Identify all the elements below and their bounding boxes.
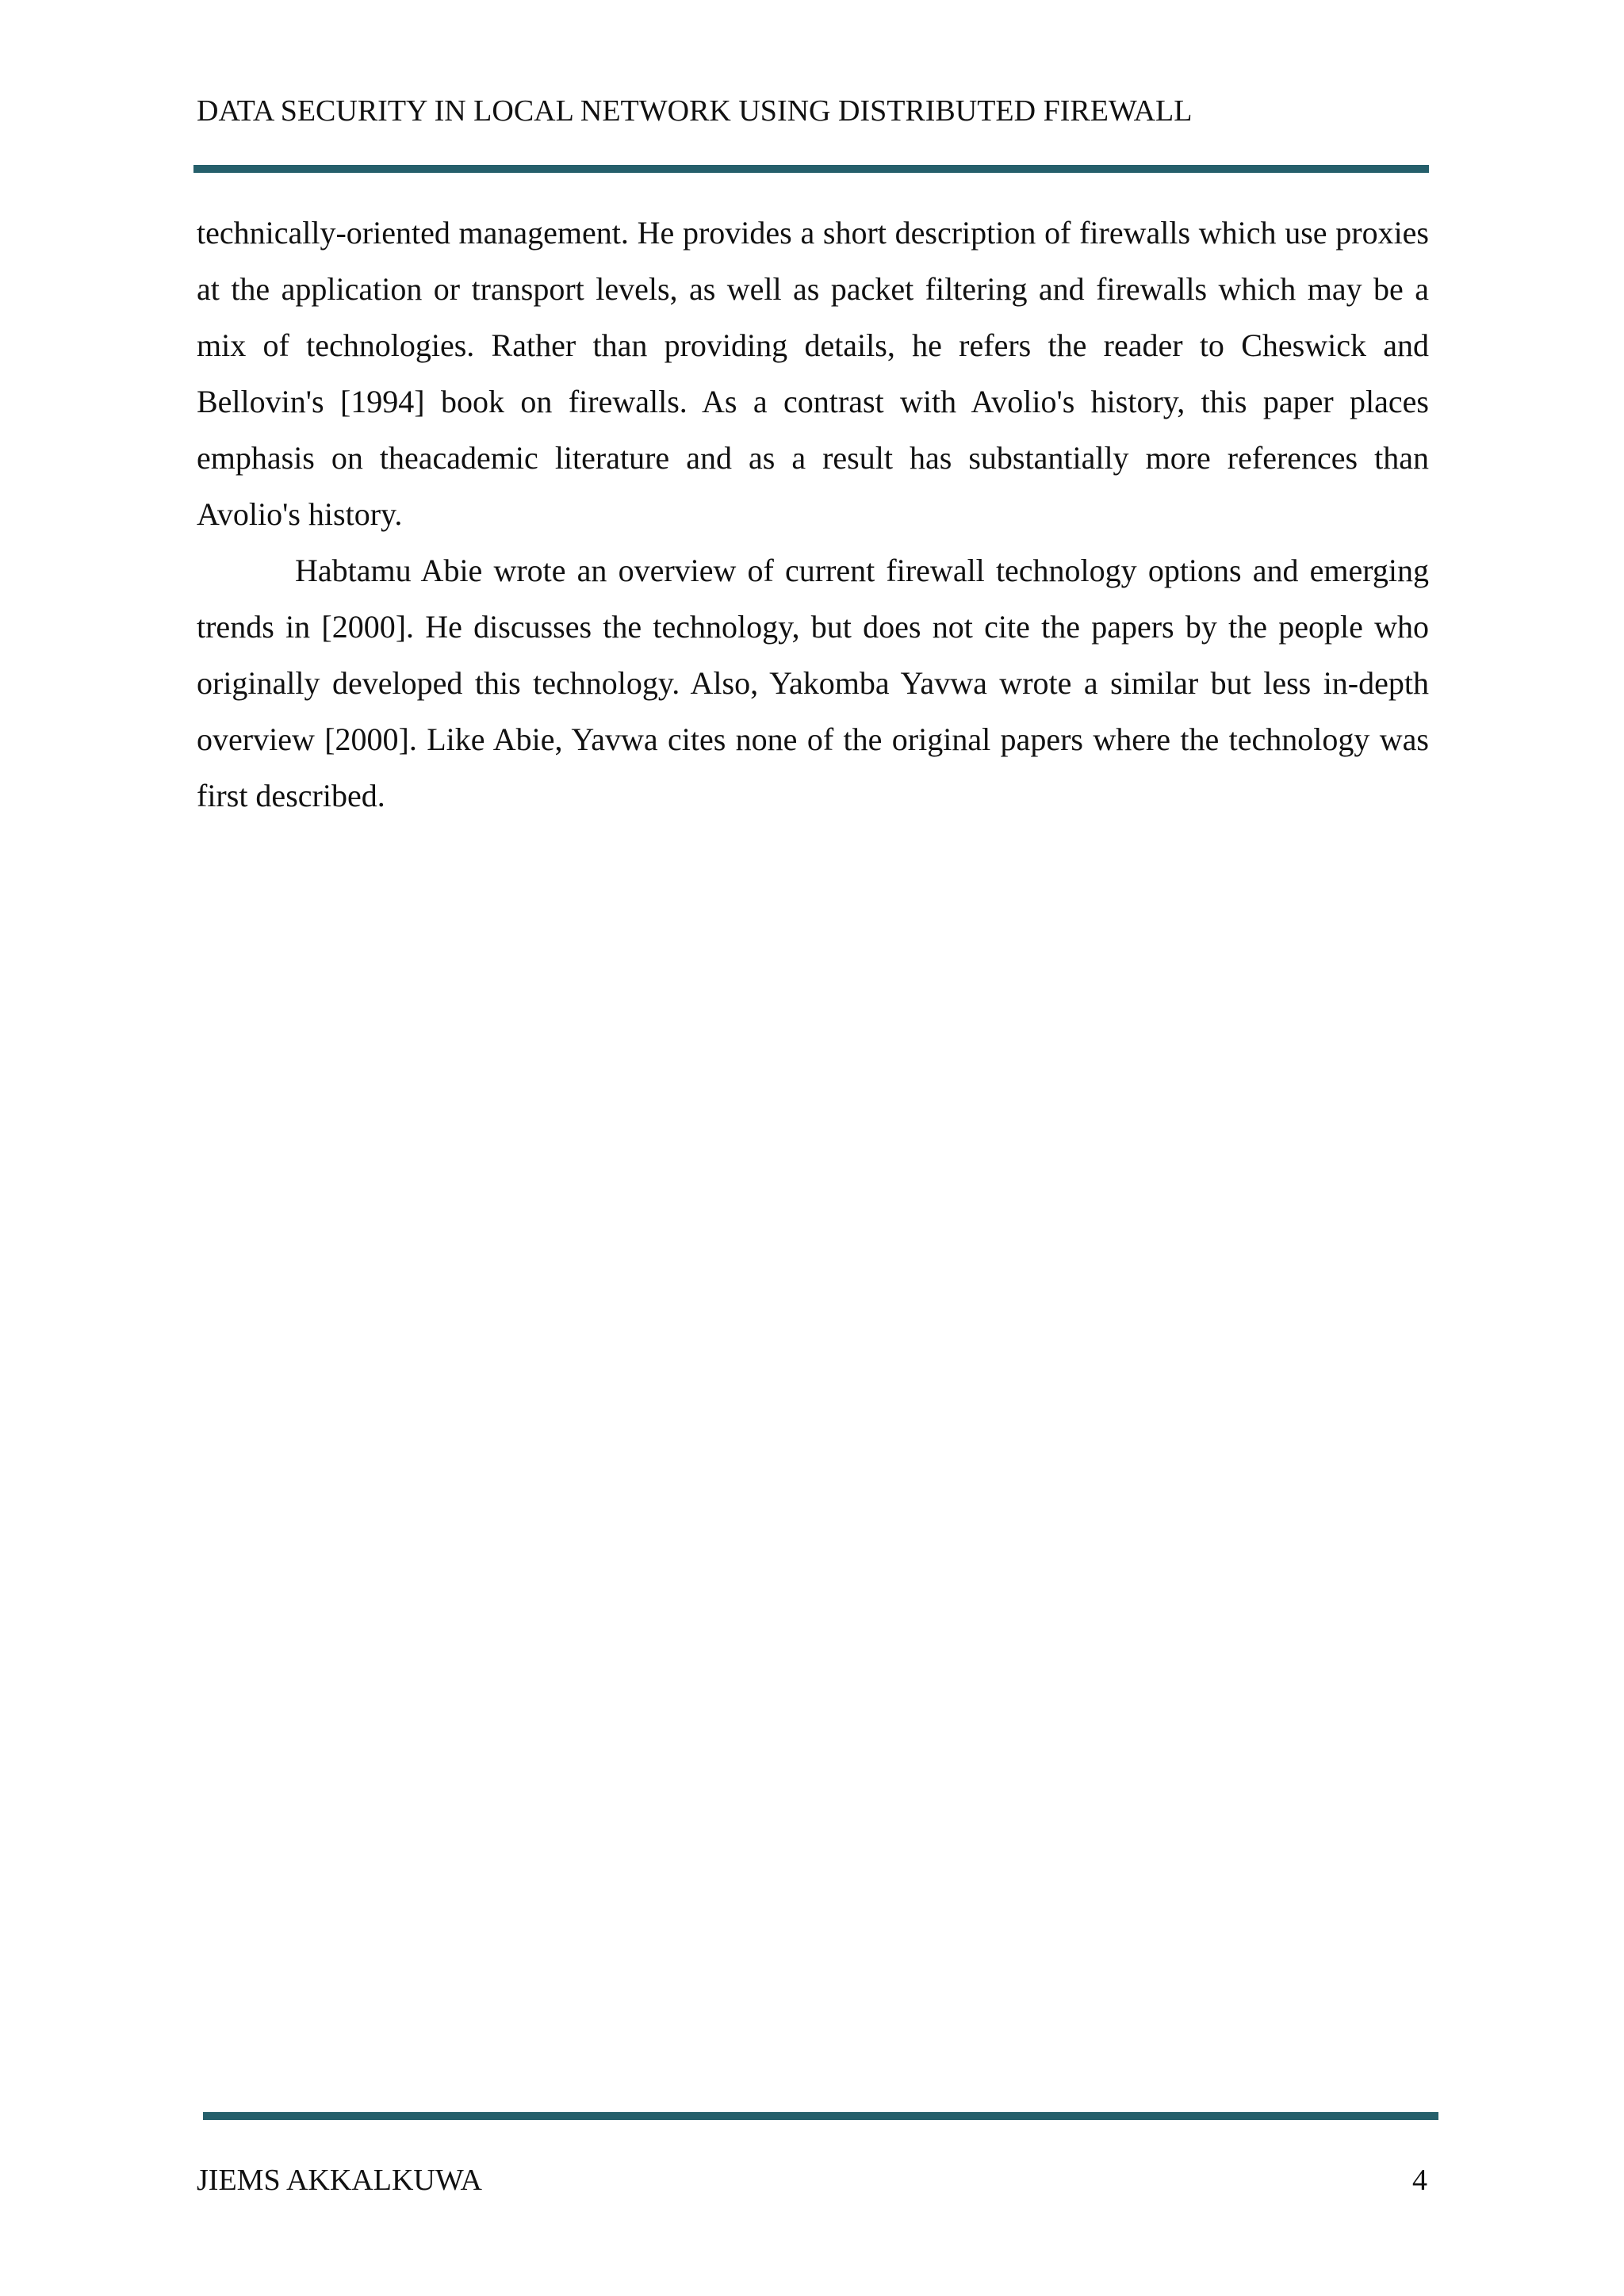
- footer-institution: JIEMS AKKALKUWA: [197, 2164, 482, 2197]
- body-paragraph: technically-oriented management. He provides a short description of firewalls which use proxies at the application or transport levels, as well as packet filtering and firewalls which may be a mix of technologies. Rather than providing details, he refers the reader to Cheswick and Bellovin's [1994] book on firewalls. As a contrast with Avolio's history, this paper places emphasis on theacademic literature and as a result has substantially more references than Avolio's history.: [197, 215, 1429, 532]
- header-divider: [193, 165, 1429, 173]
- footer-divider: [203, 2112, 1438, 2120]
- page-body: [197, 205, 1429, 824]
- page-header-title: DATA SECURITY IN LOCAL NETWORK USING DISTRIBUTED FIREWALL: [197, 94, 1193, 128]
- body-paragraph: Habtamu Abie wrote an overview of current firewall technology options and emerging trends in [2000]. He discusses the technology, but does not cite the papers by the people who originally developed this technology. Also, Yakomba Yavwa wrote a similar but less in-depth overview [2000]. Like Abie, Yavwa cites none of the original papers where the technology was first described.: [197, 553, 1429, 813]
- page-number: 4: [1412, 2164, 1427, 2197]
